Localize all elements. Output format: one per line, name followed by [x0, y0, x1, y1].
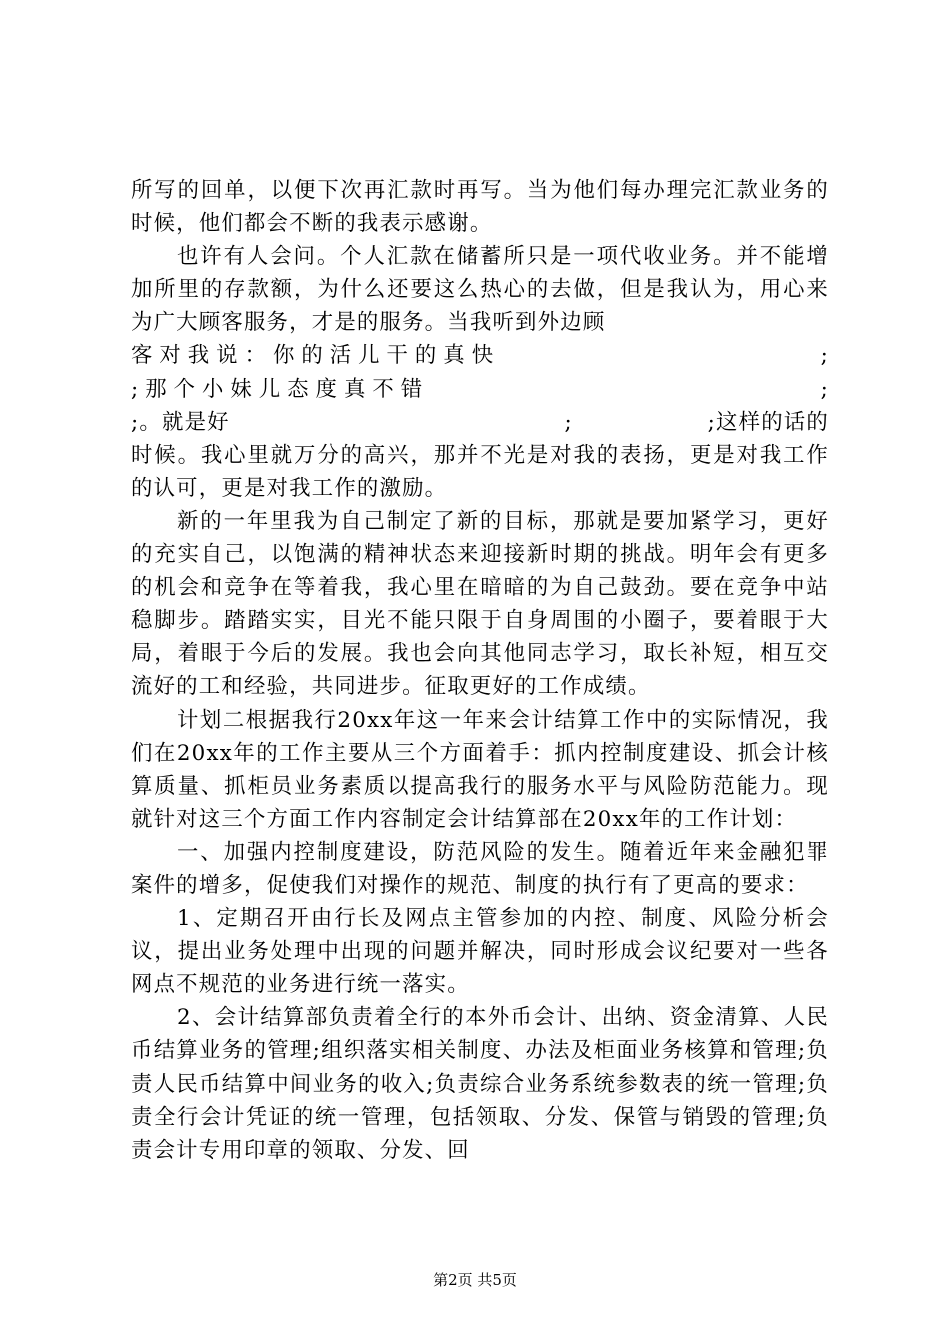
- document-body: [131, 174, 829, 1167]
- quote-text: ;那个小妹儿态度真不错: [131, 376, 430, 402]
- paragraph-section-one: 一、加强内控制度建设，防范风险的发生。随着近年来金融犯罪案件的增多，促使我们对操作的规范、制度的执行有了更高的要求：: [131, 839, 829, 898]
- spaced-quote-line-2: [131, 373, 829, 406]
- spaced-quote-line-1: [131, 339, 829, 372]
- spaced-quote-line-3: [131, 406, 829, 439]
- paragraph-plan-two: 计划二根据我行20xx年这一年来会计结算工作中的实际情况，我们在20xx年的工作主要从三个方面着手：抓内控制度建设、抓会计核算质量、抓柜员业务素质以提高我行的服务水平与风险防范能力。现就针对这三个方面工作内容制定会计结算部在20xx年的工作计划：: [131, 707, 829, 832]
- paragraph-remittance-receipt: 所写的回单，以便下次再汇款时再写。当为他们每办理完汇款业务的时候，他们都会不断的我表示感谢。: [131, 178, 829, 237]
- paragraph-customer-service-intro: 也许有人会问。个人汇款在储蓄所只是一项代收业务。并不能增加所里的存款额，为什么还要这么热心的去做，但是我认为，用心来为广大顾客服务，才是的服务。当我听到外边顾: [131, 244, 829, 336]
- quote-separator: ;: [820, 376, 829, 402]
- quote-text: 客对我说：你的活儿干的真快: [131, 343, 501, 369]
- paragraph-item-two: 2、会计结算部负责着全行的本外币会计、出纳、资金清算、人民币结算业务的管理;组织落实相关制度、办法及柜面业务核算和管理;负责人民币结算中间业务的收入;负责综合业务系统参数表的统一管理;负责全行会计凭证的统一管理，包括领取、分发、保管与销毁的管理;负责会计专用印章的领取、分发、回: [131, 1005, 829, 1163]
- page-number-footer: 第2页 共5页: [433, 1271, 517, 1289]
- quote-separator: ;: [564, 409, 573, 435]
- quote-text: ;这样的话的: [707, 409, 829, 435]
- paragraph-new-year-goals: 新的一年里我为自己制定了新的目标，那就是要加紧学习，更好的充实自己，以饱满的精神状态来迎接新时期的挑战。明年会有更多的机会和竞争在等着我，我心里在暗暗的为自己鼓劲。要在竞争中站稳脚步。踏踏实实，目光不能只限于自身周围的小圈子，要着眼于大局，着眼于今后的发展。我也会向其他同志学习，取长补短，相互交流好的工和经验，共同进步。征取更好的工作成绩。: [131, 508, 829, 700]
- quote-text: ;。就是好: [131, 409, 230, 435]
- paragraph-item-one: 1、定期召开由行长及网点主管参加的内控、制度、风险分析会议，提出业务处理中出现的问题并解决，同时形成会议纪要对一些各网点不规范的业务进行统一落实。: [131, 906, 829, 998]
- paragraph-customer-service-tail: 时候。我心里就万分的高兴，那并不光是对我的表扬，更是对我工作的认可，更是对我工作的激励。: [131, 442, 829, 501]
- quote-separator: ;: [820, 343, 829, 369]
